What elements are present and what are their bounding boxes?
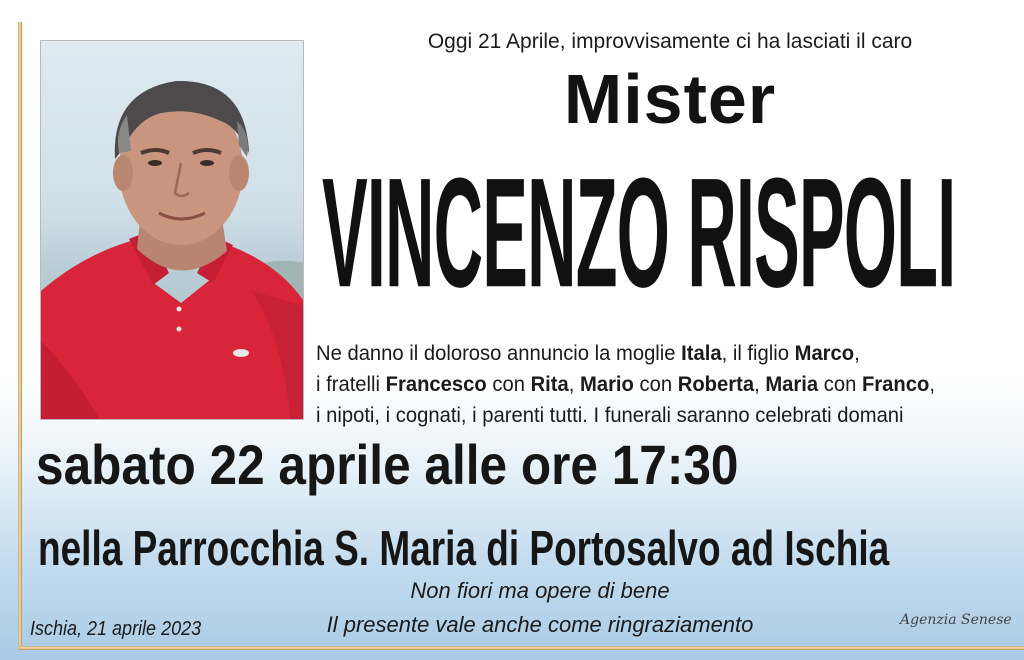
family-member-name: Itala [681, 341, 722, 365]
place-and-date: Ischia, 21 aprile 2023 [30, 618, 202, 640]
announcement-line-1 [316, 338, 993, 369]
announcement-run: , [568, 372, 580, 396]
announcement-run: , [854, 341, 860, 365]
family-member-name: Marco [794, 341, 855, 365]
announcement-run: con [818, 372, 862, 396]
family-member-name: Roberta [677, 372, 755, 396]
announcement-run: , il figlio [721, 341, 795, 365]
family-member-name: Mario [579, 372, 634, 396]
announcement-run: , [754, 372, 766, 396]
flowers-note: Non fiori ma opere di bene [410, 578, 670, 603]
gold-frame-left [18, 22, 22, 650]
announcement-line-2 [316, 369, 993, 400]
family-member-name: Francesco [385, 372, 487, 396]
thanks-note: Il presente vale anche come ringraziamento [326, 612, 754, 637]
deceased-name: VINCENZO RISPOLI [322, 147, 956, 321]
announcement-line-3 [316, 400, 993, 431]
announcement-run: i nipoti, i cognati, i parenti tutti. I funerali saranno celebrati domani [316, 403, 904, 427]
portrait-illustration [41, 41, 304, 420]
announcement-run: i fratelli [316, 372, 386, 396]
family-member-name: Franco [861, 372, 930, 396]
portrait-photo [40, 40, 304, 420]
announcement-run: con [633, 372, 678, 396]
announcement-run: con [486, 372, 531, 396]
announcement-run: , [929, 372, 935, 396]
gold-frame-bottom [18, 646, 1024, 650]
family-member-name: Rita [530, 372, 569, 396]
announcement-run: Ne danno il doloroso annuncio la moglie [316, 341, 682, 365]
announcement-text [316, 338, 993, 431]
family-member-name: Maria [765, 372, 819, 396]
funeral-place: nella Parrocchia S. Maria di Portosalvo ad Ischia [38, 522, 890, 576]
funeral-date: sabato 22 aprile alle ore 17:30 [36, 433, 739, 496]
honorific-title: Mister [563, 60, 777, 138]
agency-signature: Agenzia Senese [900, 612, 1012, 628]
intro-line: Oggi 21 Aprile, improvvisamente ci ha lasciati il caro [427, 30, 913, 53]
